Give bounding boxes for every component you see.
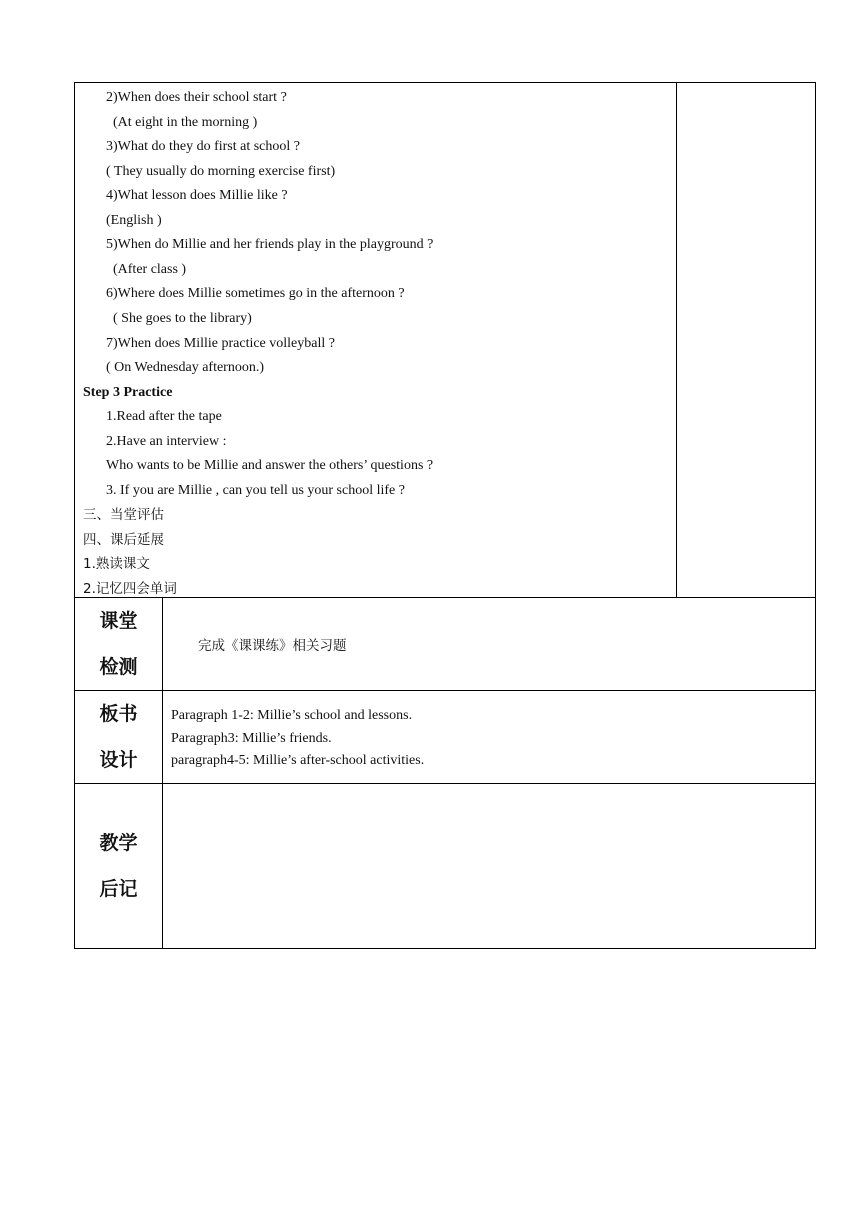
steps-cell	[75, 83, 677, 598]
step-line: 2.Have an interview :	[106, 433, 227, 449]
lesson-plan-table	[74, 82, 816, 949]
step-line: ( She goes to the library)	[113, 310, 252, 326]
step-line: 2.记忆四会单词	[83, 581, 177, 597]
step-line: 四、课后延展	[83, 531, 164, 548]
step-line: 4)What lesson does Millie like ?	[106, 188, 288, 204]
board-design-line: Paragraph 1-2: Millie’s school and lessons.	[171, 708, 413, 723]
step-line: Who wants to be Millie and answer the others’ questions ?	[106, 458, 434, 474]
step-line: 1.熟读课文	[83, 556, 150, 573]
step-line: 2)When does their school start ?	[106, 90, 287, 105]
board-design-label-line2: 设计	[99, 749, 138, 771]
classroom-check-row	[75, 598, 816, 691]
step-line: 1.Read after the tape	[106, 409, 222, 425]
step-line: ( They usually do morning exercise first)	[106, 163, 336, 179]
classroom-check-label-line2: 检测	[99, 656, 138, 678]
step-line: 3. If you are Millie , can you tell us your school life ?	[106, 482, 405, 498]
board-design-label-line1: 板书	[99, 703, 138, 725]
board-design-line: paragraph4-5: Millie’s after-school activities.	[171, 753, 425, 768]
step-line: (After class )	[113, 261, 187, 277]
board-design-label	[75, 691, 163, 784]
step-line: (English )	[106, 212, 162, 228]
board-design-line: Paragraph3: Millie’s friends.	[171, 730, 332, 746]
board-design-content-cell	[163, 691, 816, 784]
step-line: Step 3 Practice	[83, 384, 173, 400]
teaching-notes-row	[75, 784, 816, 949]
classroom-check-label	[75, 598, 163, 691]
classroom-check-label-line1: 课堂	[99, 610, 138, 632]
step-line: 3)What do they do first at school ?	[106, 139, 301, 155]
teaching-notes-content-cell	[163, 784, 816, 949]
steps-row	[75, 83, 816, 598]
classroom-check-content: 完成《课课练》相关习题	[198, 638, 347, 654]
teaching-notes-label	[75, 784, 163, 949]
teaching-notes-label-line1: 教学	[99, 832, 138, 854]
notes-side-cell	[677, 83, 816, 598]
step-line: 三、当堂评估	[83, 507, 164, 524]
step-line: 6)Where does Millie sometimes go in the afternoon ?	[106, 286, 405, 302]
board-design-content	[163, 691, 815, 773]
classroom-check-content-cell	[163, 598, 816, 691]
teaching-notes-label-line2: 后记	[99, 878, 138, 900]
step-line: 5)When do Millie and her friends play in the playground ?	[106, 237, 434, 253]
step-line: (At eight in the morning )	[113, 114, 258, 130]
board-design-row	[75, 691, 816, 784]
step-line: 7)When does Millie practice volleyball ?	[106, 335, 335, 351]
steps-lines	[75, 83, 676, 597]
step-line: ( On Wednesday afternoon.)	[106, 360, 265, 376]
